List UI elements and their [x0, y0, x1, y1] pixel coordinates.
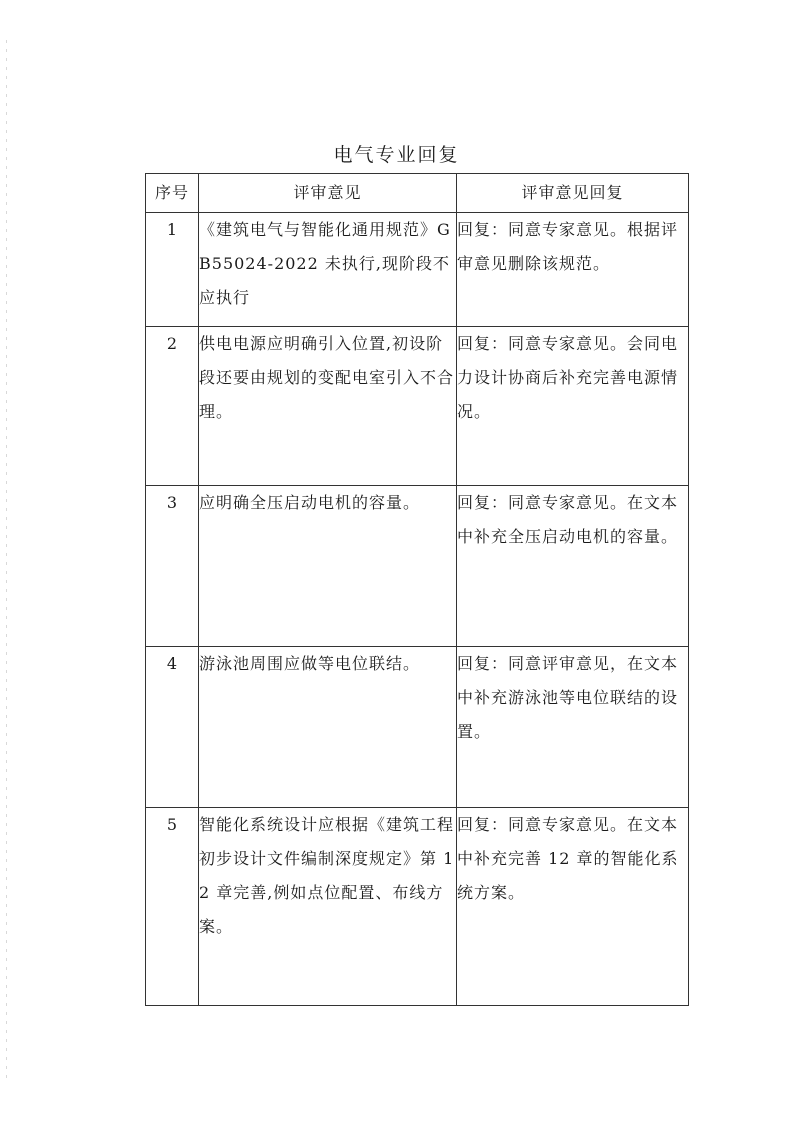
table-row: [146, 213, 689, 327]
table-row: [146, 808, 689, 1006]
comment-reply: 回复：同意专家意见。在文本中补充完善 12 章的智能化系统方案。: [457, 808, 689, 1006]
table-row: [146, 647, 689, 808]
row-number: 3: [146, 486, 199, 647]
table-header-row: [146, 174, 689, 213]
table-row: [146, 486, 689, 647]
page-title: 电气专业回复: [333, 144, 460, 166]
row-number: 1: [146, 213, 199, 327]
header-reply: 评审意见回复: [457, 174, 689, 213]
row-number: 5: [146, 808, 199, 1006]
comment-reply: 回复：同意评审意见，在文本中补充游泳池等电位联结的设置。: [457, 647, 689, 808]
comment-reply: 回复：同意专家意见。根据评审意见删除该规范。: [457, 213, 689, 327]
row-number: 2: [146, 327, 199, 486]
header-number: 序号: [146, 174, 199, 213]
review-comment: 智能化系统设计应根据《建筑工程初步设计文件编制深度规定》第 12 章完善,例如点位配置、布线方案。: [199, 808, 457, 1006]
table-row: [146, 327, 689, 486]
review-comment: 供电电源应明确引入位置,初设阶段还要由规划的变配电室引入不合理。: [199, 327, 457, 486]
review-comment: 游泳池周围应做等电位联结。: [199, 647, 457, 808]
review-comment: 《建筑电气与智能化通用规范》GB55024-2022 未执行,现阶段不应执行: [199, 213, 457, 327]
header-comment: 评审意见: [199, 174, 457, 213]
row-number: 4: [146, 647, 199, 808]
review-table: [145, 173, 689, 1006]
table-header: [146, 174, 689, 213]
scan-edge-artifact: [6, 40, 7, 1080]
comment-reply: 回复：同意专家意见。会同电力设计协商后补充完善电源情况。: [457, 327, 689, 486]
comment-reply: 回复：同意专家意见。在文本中补充全压启动电机的容量。: [457, 486, 689, 647]
review-comment: 应明确全压启动电机的容量。: [199, 486, 457, 647]
